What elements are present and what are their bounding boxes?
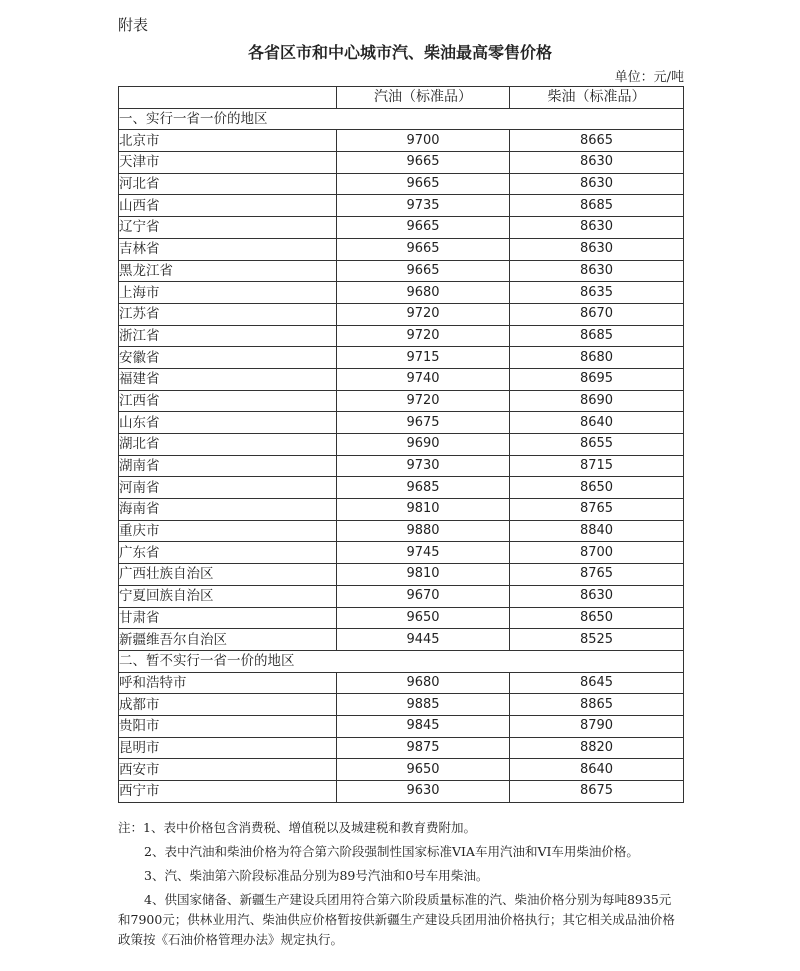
section-row	[119, 108, 684, 130]
table-row	[119, 434, 684, 456]
note-3: 3、汽、柴油第六阶段标准品分别为89号汽油和0号车用柴油。	[144, 868, 489, 883]
region-name: 北京市	[119, 130, 337, 152]
gasoline-price: 9675	[337, 412, 510, 434]
diesel-price: 8665	[510, 130, 684, 152]
gasoline-price: 9700	[337, 130, 510, 152]
region-name: 成都市	[119, 694, 337, 716]
note-4: 4、供国家储备、新疆生产建设兵团用符合第六阶段质量标准的汽、柴油价格分别为每吨8935元和7900元；供林业用汽、柴油供应价格暂按供新疆生产建设兵团用油价格执行；其它相关成品油价格政策按《石油价格管理办法》规定执行。	[118, 892, 675, 947]
region-name: 甘肃省	[119, 607, 337, 629]
region-name: 呼和浩特市	[119, 672, 337, 694]
diesel-price: 8630	[510, 585, 684, 607]
diesel-price: 8655	[510, 434, 684, 456]
table-row	[119, 520, 684, 542]
gasoline-price: 9630	[337, 781, 510, 803]
diesel-price: 8715	[510, 455, 684, 477]
table-row	[119, 195, 684, 217]
section-title: 一、实行一省一价的地区	[119, 108, 684, 130]
note-1: 注：1、表中价格包含消费税、增值税以及城建税和教育费附加。	[118, 820, 476, 835]
region-name: 浙江省	[119, 325, 337, 347]
diesel-price: 8635	[510, 282, 684, 304]
diesel-price: 8650	[510, 477, 684, 499]
region-name: 黑龙江省	[119, 260, 337, 282]
table-row	[119, 455, 684, 477]
region-name: 上海市	[119, 282, 337, 304]
gasoline-price: 9715	[337, 347, 510, 369]
region-name: 山东省	[119, 412, 337, 434]
region-name: 江苏省	[119, 303, 337, 325]
table-row	[119, 737, 684, 759]
gasoline-price: 9680	[337, 282, 510, 304]
gasoline-price: 9665	[337, 260, 510, 282]
gasoline-price: 9650	[337, 607, 510, 629]
gasoline-price: 9875	[337, 737, 510, 759]
table-row	[119, 347, 684, 369]
table-row	[119, 781, 684, 803]
note-2: 2、表中汽油和柴油价格为符合第六阶段强制性国家标准VIA车用汽油和VI车用柴油价格。	[144, 844, 639, 859]
gasoline-price: 9670	[337, 585, 510, 607]
gasoline-price: 9740	[337, 368, 510, 390]
table-row	[119, 499, 684, 521]
region-name: 湖南省	[119, 455, 337, 477]
diesel-price: 8865	[510, 694, 684, 716]
diesel-price: 8840	[510, 520, 684, 542]
table-row	[119, 607, 684, 629]
region-name: 新疆维吾尔自治区	[119, 629, 337, 651]
table-row	[119, 282, 684, 304]
diesel-price: 8685	[510, 195, 684, 217]
gasoline-price: 9810	[337, 499, 510, 521]
gasoline-price: 9665	[337, 217, 510, 239]
table-row	[119, 412, 684, 434]
region-name: 山西省	[119, 195, 337, 217]
gasoline-price: 9885	[337, 694, 510, 716]
table-body	[119, 108, 684, 802]
gasoline-price: 9735	[337, 195, 510, 217]
table-row	[119, 672, 684, 694]
region-name: 宁夏回族自治区	[119, 585, 337, 607]
diesel-price: 8675	[510, 781, 684, 803]
region-name: 江西省	[119, 390, 337, 412]
table-row	[119, 325, 684, 347]
table-row	[119, 390, 684, 412]
diesel-price: 8630	[510, 217, 684, 239]
gasoline-price: 9650	[337, 759, 510, 781]
region-name: 西安市	[119, 759, 337, 781]
column-header-diesel: 柴油（标准品）	[510, 87, 684, 109]
table-row	[119, 759, 684, 781]
gasoline-price: 9445	[337, 629, 510, 651]
table-row	[119, 715, 684, 737]
gasoline-price: 9685	[337, 477, 510, 499]
gasoline-price: 9720	[337, 303, 510, 325]
gasoline-price: 9665	[337, 238, 510, 260]
diesel-price: 8700	[510, 542, 684, 564]
table-row	[119, 629, 684, 651]
diesel-price: 8695	[510, 368, 684, 390]
diesel-price: 8790	[510, 715, 684, 737]
gasoline-price: 9665	[337, 152, 510, 174]
region-name: 河北省	[119, 173, 337, 195]
page-title: 各省区市和中心城市汽、柴油最高零售价格	[247, 43, 552, 62]
gasoline-price: 9745	[337, 542, 510, 564]
gasoline-price: 9720	[337, 325, 510, 347]
gasoline-price: 9720	[337, 390, 510, 412]
column-header-region	[119, 87, 337, 109]
diesel-price: 8640	[510, 759, 684, 781]
diesel-price: 8630	[510, 173, 684, 195]
table-row	[119, 368, 684, 390]
appendix-label: 附表	[118, 16, 149, 34]
diesel-price: 8630	[510, 238, 684, 260]
region-name: 吉林省	[119, 238, 337, 260]
region-name: 贵阳市	[119, 715, 337, 737]
section-title: 二、暂不实行一省一价的地区	[119, 650, 684, 672]
diesel-price: 8650	[510, 607, 684, 629]
region-name: 重庆市	[119, 520, 337, 542]
region-name: 广东省	[119, 542, 337, 564]
region-name: 昆明市	[119, 737, 337, 759]
gasoline-price: 9880	[337, 520, 510, 542]
table-row	[119, 477, 684, 499]
region-name: 辽宁省	[119, 217, 337, 239]
table-row	[119, 303, 684, 325]
diesel-price: 8685	[510, 325, 684, 347]
diesel-price: 8630	[510, 260, 684, 282]
region-name: 安徽省	[119, 347, 337, 369]
table-row	[119, 173, 684, 195]
column-header-gasoline: 汽油（标准品）	[337, 87, 510, 109]
region-name: 天津市	[119, 152, 337, 174]
gasoline-price: 9690	[337, 434, 510, 456]
region-name: 福建省	[119, 368, 337, 390]
table-header-row	[119, 87, 684, 109]
diesel-price: 8765	[510, 564, 684, 586]
region-name: 广西壮族自治区	[119, 564, 337, 586]
table-row	[119, 238, 684, 260]
price-table	[118, 86, 684, 803]
table-row	[119, 694, 684, 716]
diesel-price: 8645	[510, 672, 684, 694]
table-row	[119, 585, 684, 607]
region-name: 湖北省	[119, 434, 337, 456]
diesel-price: 8820	[510, 737, 684, 759]
diesel-price: 8670	[510, 303, 684, 325]
region-name: 河南省	[119, 477, 337, 499]
diesel-price: 8690	[510, 390, 684, 412]
table-row	[119, 260, 684, 282]
table-row	[119, 152, 684, 174]
section-row	[119, 650, 684, 672]
unit-label: 单位：元/吨	[614, 70, 684, 85]
gasoline-price: 9810	[337, 564, 510, 586]
gasoline-price: 9680	[337, 672, 510, 694]
diesel-price: 8630	[510, 152, 684, 174]
diesel-price: 8525	[510, 629, 684, 651]
gasoline-price: 9730	[337, 455, 510, 477]
table-row	[119, 217, 684, 239]
notes	[118, 818, 683, 954]
table-row	[119, 130, 684, 152]
diesel-price: 8680	[510, 347, 684, 369]
gasoline-price: 9665	[337, 173, 510, 195]
region-name: 海南省	[119, 499, 337, 521]
table-row	[119, 542, 684, 564]
diesel-price: 8765	[510, 499, 684, 521]
gasoline-price: 9845	[337, 715, 510, 737]
diesel-price: 8640	[510, 412, 684, 434]
region-name: 西宁市	[119, 781, 337, 803]
table-row	[119, 564, 684, 586]
